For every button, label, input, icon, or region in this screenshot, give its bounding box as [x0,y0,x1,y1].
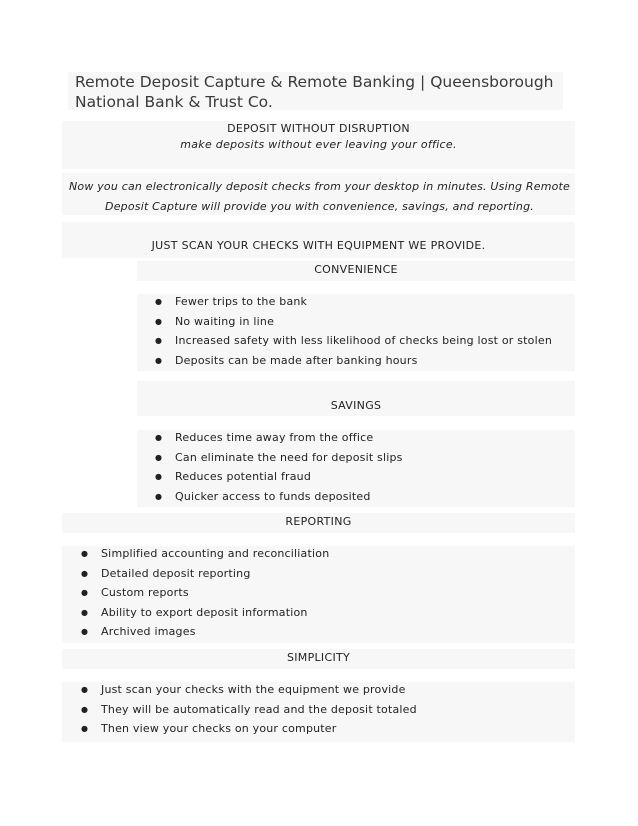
list-item: ● Then view your checks on your computer [81,719,417,739]
convenience-list [155,292,552,370]
page-title [68,72,563,110]
deposit-tagline: make deposits without ever leaving your office. [180,138,457,151]
reporting-heading: REPORTING [285,515,352,528]
simplicity-heading: SIMPLICITY [286,651,351,664]
simplicity-list [81,680,417,739]
list-item: ● Reduces potential fraud [155,467,403,487]
scan-heading: JUST SCAN YOUR CHECKS WITH EQUIPMENT WE PROVIDE. [151,239,486,252]
list-item: ● No waiting in line [155,312,552,332]
list-item: ● They will be automatically read and the deposit totaled [81,700,417,720]
list-item: ● Detailed deposit reporting [81,564,329,584]
savings-heading: SAVINGS [330,399,382,412]
list-item: ● Reduces time away from the office [155,428,403,448]
list-item: ● Increased safety with less likelihood of checks being lost or stolen [155,331,552,351]
list-item: ● Just scan your checks with the equipment we provide [81,680,417,700]
list-item: ● Fewer trips to the bank [155,292,552,312]
reporting-list [81,544,329,642]
list-item: ● Quicker access to funds deposited [155,487,403,507]
convenience-heading: CONVENIENCE [314,263,398,276]
deposit-heading: DEPOSIT WITHOUT DISRUPTION [227,122,410,135]
list-item: ● Ability to export deposit information [81,603,329,623]
savings-list [155,428,403,506]
list-item: ● Archived images [81,622,329,642]
list-item: ● Custom reports [81,583,329,603]
list-item: ● Simplified accounting and reconciliation [81,544,329,564]
list-item: ● Deposits can be made after banking hours [155,351,552,371]
page-title-text: Remote Deposit Capture & Remote Banking | Queensborough National Bank & Trust Co. [75,73,554,111]
intro-paragraph: Now you can electronically deposit checks from your desktop in minutes. Using Remote Deposit Capture will provide you with convenience, savings, and reporting. [68,180,571,213]
list-item: ● Can eliminate the need for deposit slips [155,448,403,468]
